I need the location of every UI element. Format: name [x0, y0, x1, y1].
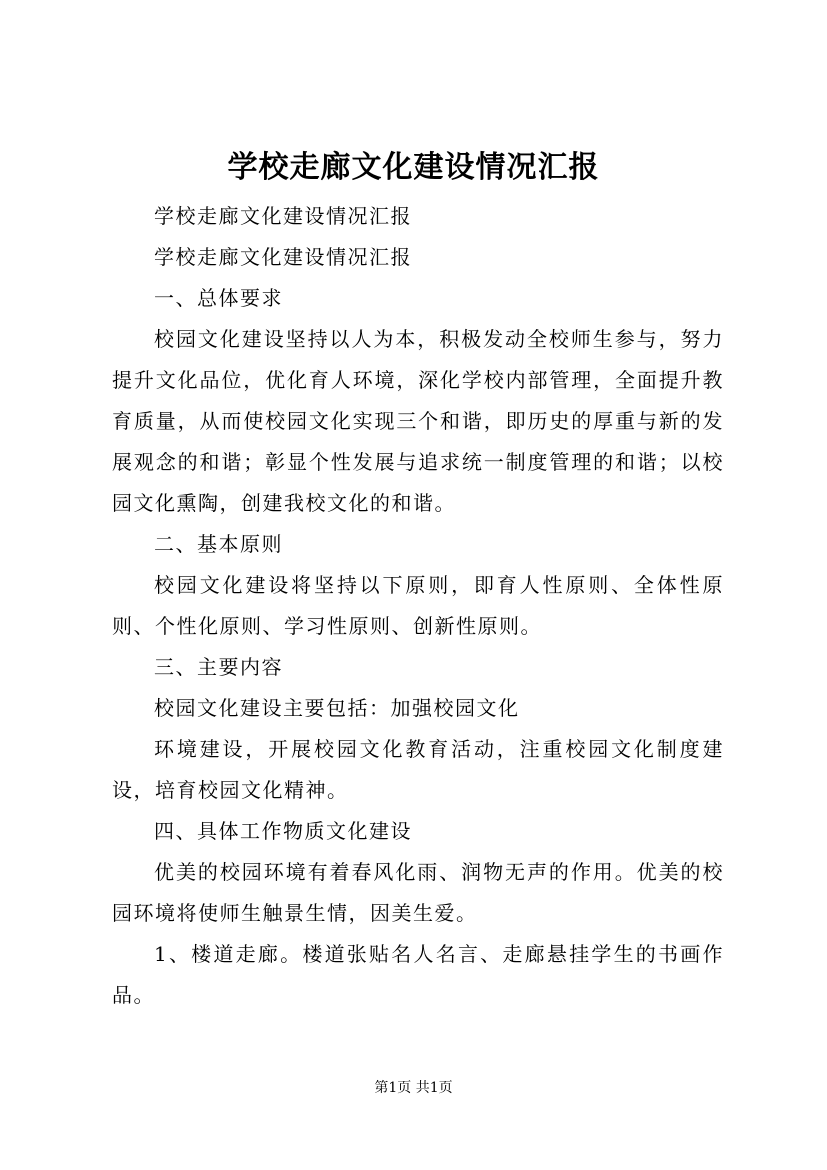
document-title: 学校走廊文化建设情况汇报 — [227, 150, 600, 185]
paragraph-2: 校园文化建设将坚持以下原则，即育人性原则、全体性原则、个性化原则、学习性原则、创新性原则。 — [112, 573, 724, 638]
paragraph-6: 1、楼道走廊。楼道张贴名人名言、走廊悬挂学生的书画作品。 — [112, 942, 724, 1007]
paragraph-3: 校园文化建设主要包括：加强校园文化 — [154, 696, 520, 720]
section-heading-4: 四、具体工作物质文化建设 — [154, 819, 412, 843]
section-heading-2: 二、基本原则 — [154, 532, 283, 556]
section-heading-1: 一、总体要求 — [154, 286, 283, 310]
section-heading-3: 三、主要内容 — [154, 655, 283, 679]
paragraph-1: 校园文化建设坚持以人为本，积极发动全校师生参与，努力提升文化品位，优化育人环境，深化学校内部管理，全面提升教育质量，从而使校园文化实现三个和谐，即历史的厚重与新的发展观念的和谐；彰显个性发展与追求统一制度管理的和谐；以校园文化熏陶，创建我校文化的和谐。 — [112, 327, 724, 515]
paragraph-subtitle-2: 学校走廊文化建设情况汇报 — [154, 245, 412, 269]
paragraph-4: 环境建设，开展校园文化教育活动，注重校园文化制度建设，培育校园文化精神。 — [112, 737, 724, 802]
paragraph-5: 优美的校园环境有着春风化雨、润物无声的作用。优美的校园环境将使师生触景生情，因美生爱。 — [112, 860, 724, 925]
paragraph-subtitle-1: 学校走廊文化建设情况汇报 — [154, 204, 412, 228]
document-body — [112, 196, 724, 1016]
page-footer: 第1页 共1页 — [374, 1080, 453, 1096]
